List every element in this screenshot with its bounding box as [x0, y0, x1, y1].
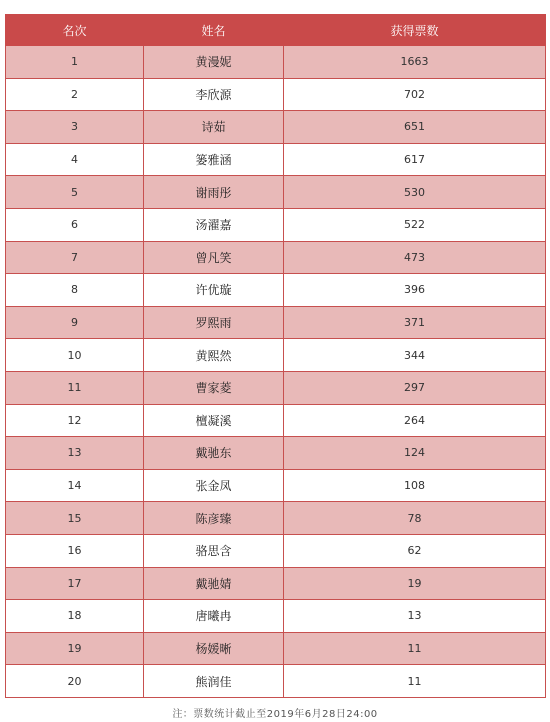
- rank-cell: 19: [6, 632, 144, 665]
- header-name: 姓名: [144, 15, 284, 46]
- name-cell: 汤濯嘉: [144, 208, 284, 241]
- rank-cell: 13: [6, 437, 144, 470]
- table-row: [6, 339, 546, 372]
- votes-cell: 1663: [284, 46, 546, 79]
- votes-cell: 522: [284, 208, 546, 241]
- table-row: [6, 600, 546, 633]
- votes-cell: 617: [284, 143, 546, 176]
- votes-cell: 651: [284, 111, 546, 144]
- ranking-table-container: [5, 14, 545, 698]
- votes-cell: 530: [284, 176, 546, 209]
- votes-cell: 19: [284, 567, 546, 600]
- rank-cell: 2: [6, 78, 144, 111]
- name-cell: 骆思含: [144, 534, 284, 567]
- rank-cell: 15: [6, 502, 144, 535]
- table-row: [6, 534, 546, 567]
- table-row: [6, 46, 546, 79]
- name-cell: 罗熙雨: [144, 306, 284, 339]
- table-row: [6, 404, 546, 437]
- header-votes: 获得票数: [284, 15, 546, 46]
- rank-cell: 20: [6, 665, 144, 698]
- name-cell: 谢雨彤: [144, 176, 284, 209]
- name-cell: 戴驰东: [144, 437, 284, 470]
- table-row: [6, 274, 546, 307]
- name-cell: 许优璇: [144, 274, 284, 307]
- rank-cell: 9: [6, 306, 144, 339]
- table-body: [6, 46, 546, 698]
- rank-cell: 16: [6, 534, 144, 567]
- table-row: [6, 306, 546, 339]
- rank-cell: 11: [6, 371, 144, 404]
- name-cell: 曹家菱: [144, 371, 284, 404]
- votes-cell: 62: [284, 534, 546, 567]
- name-cell: 黄熙然: [144, 339, 284, 372]
- table-row: [6, 143, 546, 176]
- votes-cell: 344: [284, 339, 546, 372]
- table-row: [6, 208, 546, 241]
- name-cell: 张金凤: [144, 469, 284, 502]
- rank-cell: 6: [6, 208, 144, 241]
- table-row: [6, 371, 546, 404]
- name-cell: 熊润佳: [144, 665, 284, 698]
- table-row: [6, 241, 546, 274]
- rank-cell: 7: [6, 241, 144, 274]
- votes-cell: 702: [284, 78, 546, 111]
- name-cell: 曾凡笑: [144, 241, 284, 274]
- table-row: [6, 176, 546, 209]
- name-cell: 唐曦冉: [144, 600, 284, 633]
- rank-cell: 18: [6, 600, 144, 633]
- rank-cell: 17: [6, 567, 144, 600]
- table-row: [6, 567, 546, 600]
- table-row: [6, 437, 546, 470]
- vote-ranking-table: [5, 14, 546, 698]
- votes-cell: 124: [284, 437, 546, 470]
- votes-cell: 108: [284, 469, 546, 502]
- name-cell: 陈彦臻: [144, 502, 284, 535]
- header-rank: 名次: [6, 15, 144, 46]
- name-cell: 黄漫妮: [144, 46, 284, 79]
- name-cell: 篓雅涵: [144, 143, 284, 176]
- table-row: [6, 78, 546, 111]
- table-header-row: [6, 15, 546, 46]
- votes-cell: 371: [284, 306, 546, 339]
- votes-cell: 473: [284, 241, 546, 274]
- name-cell: 李欣源: [144, 78, 284, 111]
- rank-cell: 10: [6, 339, 144, 372]
- votes-cell: 13: [284, 600, 546, 633]
- rank-cell: 3: [6, 111, 144, 144]
- rank-cell: 5: [6, 176, 144, 209]
- table-row: [6, 632, 546, 665]
- table-row: [6, 111, 546, 144]
- name-cell: 杨媛晰: [144, 632, 284, 665]
- rank-cell: 8: [6, 274, 144, 307]
- votes-cell: 11: [284, 665, 546, 698]
- table-row: [6, 665, 546, 698]
- table-row: [6, 502, 546, 535]
- votes-cell: 264: [284, 404, 546, 437]
- name-cell: 檀凝溪: [144, 404, 284, 437]
- votes-cell: 11: [284, 632, 546, 665]
- rank-cell: 4: [6, 143, 144, 176]
- name-cell: 诗茹: [144, 111, 284, 144]
- rank-cell: 14: [6, 469, 144, 502]
- rank-cell: 12: [6, 404, 144, 437]
- votes-cell: 396: [284, 274, 546, 307]
- table-row: [6, 469, 546, 502]
- votes-cell: 78: [284, 502, 546, 535]
- footnote: 注：票数统计截止至2019年6月28日24:00: [172, 709, 378, 720]
- name-cell: 戴驰婧: [144, 567, 284, 600]
- votes-cell: 297: [284, 371, 546, 404]
- rank-cell: 1: [6, 46, 144, 79]
